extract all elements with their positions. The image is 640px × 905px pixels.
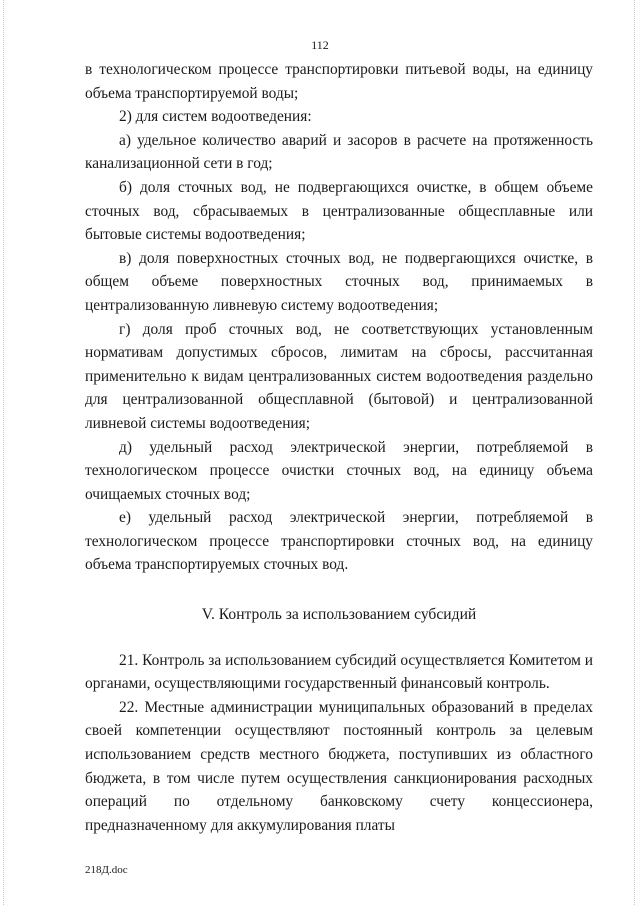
section-heading: V. Контроль за использованием субсидий: [201, 606, 477, 624]
left-scan-edge: [3, 0, 5, 905]
footer-filename: 218Д.doc: [85, 864, 128, 876]
paragraph-item-g: г) доля проб сточных вод, не соответствующих установленным нормативам допустимых сбросов, лимитам на сбросы, рассчитанная применительно к видам централизованных систем водоотведения раздельно для централизованной общесплавной (бытовой) и централизованной ливневой системы водоотведения;: [85, 320, 593, 432]
paragraph-21: 21. Контроль за использованием субсидий осуществляется Комитетом и органами, осуществляющими государственный финансовый контроль.: [85, 651, 593, 693]
paragraph-item-e: е) удельный расход электрической энергии, потребляемой в технологическом процессе транспортировки сточных вод, на единицу объема транспортируемых сточных вод.: [85, 509, 593, 574]
paragraph-22: 22. Местные администрации муниципальных образований в пределах своей компетенции осуществляют постоянный контроль за целевым использованием средств местного бюджета, поступивших из областного бюджета, в том числе путем осуществления санкционирования расходных операций по отдельному банковскому счету концессионера, предназначенному для аккумулирования платы: [85, 698, 593, 834]
paragraph-continuation: в технологическом процессе транспортировки питьевой воды, на единицу объема транспортируемой воды;: [85, 61, 593, 102]
right-scan-edge: [634, 0, 636, 905]
paragraph-item-v: в) доля поверхностных сточных вод, не подвергающихся очистке, в общем объеме поверхностных сточных вод, принимаемых в централизованную ливневую систему водоотведения;: [85, 249, 593, 314]
paragraph-item-a: а) удельное количество аварий и засоров в расчете на протяженность канализационной сети в год;: [85, 131, 593, 173]
page-number: 112: [311, 38, 329, 52]
paragraph-item-b: б) доля сточных вод, не подвергающихся очистке, в общем объеме сточных вод, сбрасываемых в централизованные общесплавные или бытовые системы водоотведения;: [85, 178, 593, 244]
paragraph-item-2: 2) для систем водоотведения:: [119, 108, 312, 126]
document-body: [85, 58, 593, 837]
paragraph-item-d: д) удельный расход электрической энергии, потребляемой в технологическом процессе очистки сточных вод, на единицу объема очищаемых сточных вод;: [85, 438, 593, 503]
